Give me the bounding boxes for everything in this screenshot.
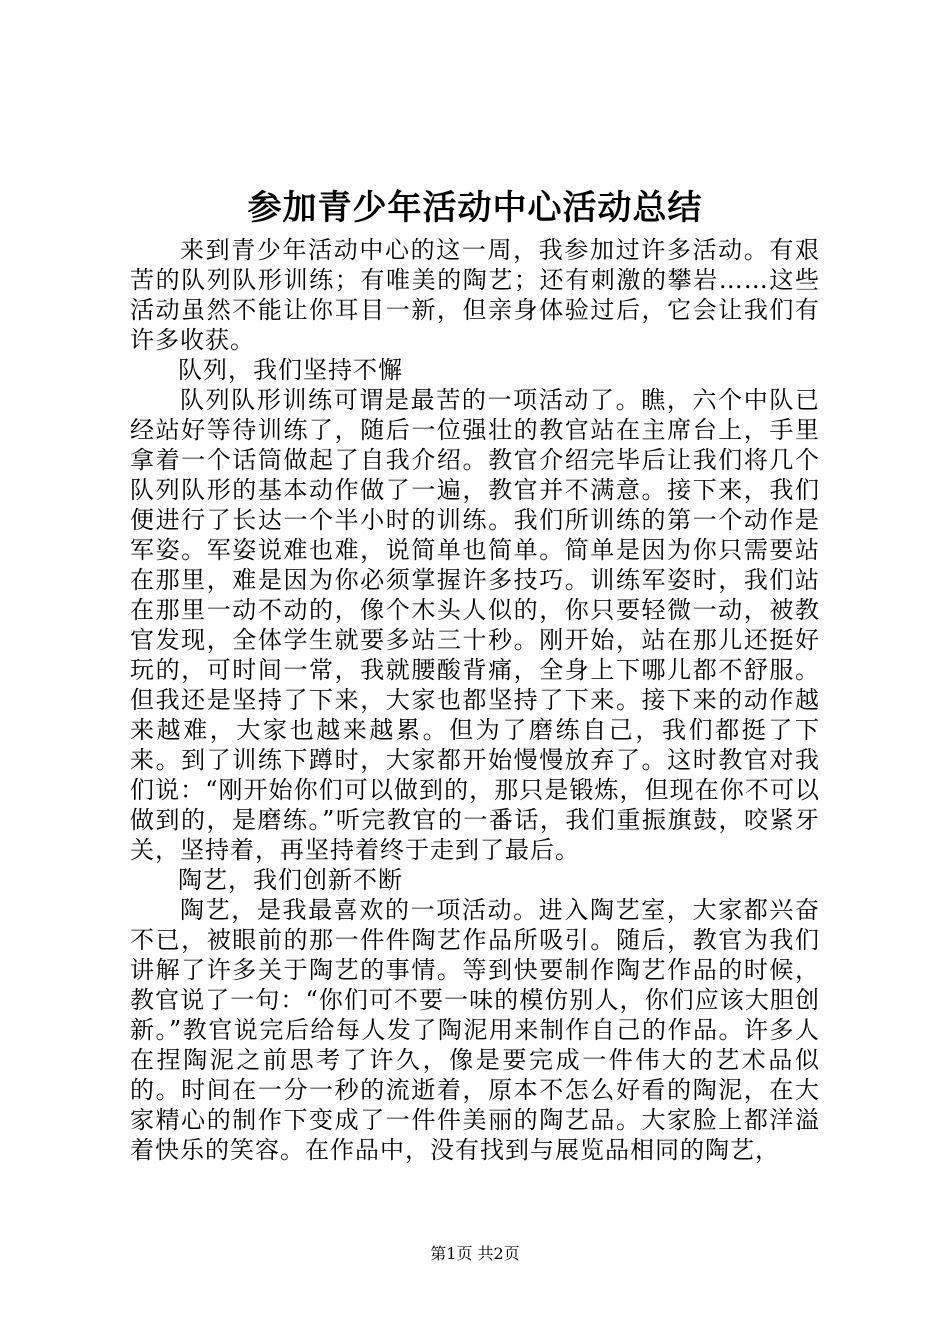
section-heading-pottery: 陶艺，我们创新不断 [178,866,403,894]
document-title: 参加青少年活动中心活动总结 [247,188,703,228]
paragraph-queue-training: 队列队形训练可谓是最苦的一项活动了。瞧，六个中队已经站好等待训练了，随后一位强壮的教官站在主席台上，手里拿着一个话筒做起了自我介绍。教官介绍完毕后让我们将几个队列队形的基本动作做了一遍，教官并不满意。接下来，我们便进行了长达一个半小时的训练。我们所训练的第一个动作是军姿。军姿说难也难，说简单也简单。简单是因为你只需要站在那里，难是因为你必须掌握许多技巧。训练军姿时，我们站在那里一动不动的，像个木头人似的，你只要轻微一动，被教官发现，全体学生就要多站三十秒。刚开始，站在那儿还挺好玩的，可时间一常，我就腰酸背痛，全身上下哪儿都不舒服。但我还是坚持了下来，大家也都坚持了下来。接下来的动作越来越难，大家也越来越累。但为了磨练自己，我们都挺了下来。到了训练下蹲时，大家都开始慢慢放弃了。这时教官对我们说：“刚开始你们可以做到的，那只是锻炼，但现在你不可以做到的，是磨练。”听完教官的一番话，我们重振旗鼓，咬紧牙关，坚持着，再坚持着终于走到了最后。 [130,386,820,864]
paragraph-intro: 来到青少年活动中心的这一周，我参加过许多活动。有艰苦的队列队形训练；有唯美的陶艺；还有刺激的攀岩……这些活动虽然不能让你耳目一新，但亲身体验过后，它会让我们有许多收获。 [130,236,820,354]
page-footer: 第1页 共2页 [430,1244,520,1263]
document-body [130,235,820,1165]
section-heading-queue: 队列，我们坚持不懈 [178,356,403,384]
paragraph-pottery: 陶艺，是我最喜欢的一项活动。进入陶艺室，大家都兴奋不已，被眼前的那一件件陶艺作品所吸引。随后，教官为我们讲解了许多关于陶艺的事情。等到快要制作陶艺作品的时候，教官说了一句：“你们可不要一味的模仿别人，你们应该大胆创新。”教官说完后给每人发了陶泥用来制作自己的作品。许多人在捏陶泥之前思考了许久，像是要完成一件伟大的艺术品似的。时间在一分一秒的流逝着，原本不怎么好看的陶泥，在大家精心的制作下变成了一件件美丽的陶艺品。大家脸上都洋溢着快乐的笑容。在作品中，没有找到与展览品相同的陶艺， [130,896,820,1164]
